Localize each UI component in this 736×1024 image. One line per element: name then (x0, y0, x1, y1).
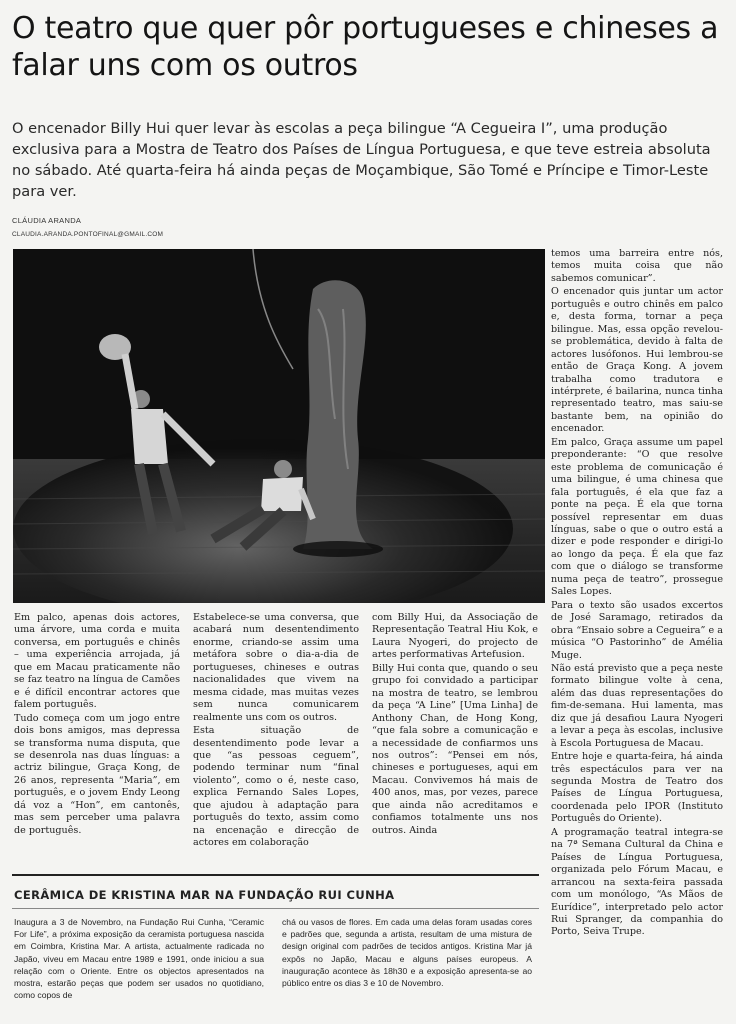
article-column-2 (193, 612, 359, 862)
article-column-4 (551, 248, 723, 1018)
paragraph: temos uma barreira entre nós, temos muita coisa que não sabemos comunicar”. (551, 248, 723, 284)
divider (12, 908, 539, 909)
article-headline: O teatro que quer pôr portugueses e chineses a falar uns com os outros (12, 11, 719, 83)
paragraph: Billy Hui conta que, quando o seu grupo foi convidado a participar na mostra de teatro, se lembrou da peça “A Line” [Uma Linha] de Anthony Chan, de Hong Kong, “que fala sobre a comunicação e a necessidade de confiarmos uns nos outros”: “Pensei em nós, chineses e portugueses, aqui em Macau. Convivemos há mais de 400 anos, mas, por vezes, parece que ainda não acreditamos e confiamos totalmente uns nos outros. Ainda (372, 662, 538, 836)
author-byline: CLÁUDIA ARANDA (12, 216, 82, 225)
paragraph: Não está previsto que a peça neste formato bilingue volte à cena, além das duas representações do fim-de-semana. Hui lamenta, mas diz que já desafiou Laura Nyogeri a levar a peça às escolas, inclusive à Escola Portuguesa de Macau. (551, 662, 723, 749)
sidebar-box-column-2 (282, 916, 532, 989)
paragraph: A programação teatral integra-se na 7ª Semana Cultural da China e Países de Língua Portuguesa, organizada pelo Fórum Macau, e arrancou na sexta-feira passada com um monólogo, “As Mãos de Eurídice”, interpretado pelo actor Rui Spranger, da companhia do Porto, Seiva Trupe. (551, 826, 723, 938)
sidebar-box-column-1 (14, 916, 264, 1001)
paragraph: com Billy Hui, da Associação de Representação Teatral Hiu Kok, e Laura Nyogeri, do projecto de artes performativas Artefusion. (372, 612, 538, 661)
paragraph: Tudo começa com um jogo entre dois bons amigos, mas depressa se transforma numa disputa, que se desenrola nas duas línguas: a actriz bilingue, Graça Kong, de 26 anos, representa “Maria”, em português, e o jovem Endy Leong dá voz a “Hon”, em cantonês, mas sem perceber uma palavra de português. (14, 712, 180, 836)
paragraph: Para o texto são usados excertos de José Saramago, retirados da obra “Ensaio sobre a Cegueira” e a música “O Pastorinho” de Amélia Muge. (551, 599, 723, 661)
paragraph: Estabelece-se uma conversa, que acabará num desentendimento enorme, criando-se assim uma metáfora sobre o dia-a-dia de portugueses, chineses e outras nacionalidades que vivem na mesma cidade, mas muitas vezes sem nunca comunicarem realmente uns com os outros. (193, 612, 359, 723)
paragraph: O encenador quis juntar um actor português e outro chinês em palco e, desta forma, tornar a peça bilingue. Mas, essa opção revelou-se problemática, devido à falta de actores lusófonos. Hui lembrou-se então de Graça Kong. A jovem trabalha como tradutora e intérprete, é bailarina, nunca tinha representado teatro, mas saiu-se bastante bem, na opinião do encenador. (551, 286, 723, 435)
stage-photo (13, 249, 545, 603)
article-column-1 (14, 612, 180, 862)
theatre-scene-illustration (13, 249, 545, 603)
article-column-3 (372, 612, 538, 862)
paragraph: Inaugura a 3 de Novembro, na Fundação Rui Cunha, “Ceramic For Life”, a próxima exposição da ceramista portuguesa nascida em Coimbra, Kristina Mar. A artista, actualmente radicada no Japão, viveu em Macau entre 1989 e 1991, onde iniciou a sua relação com o Oriente. Entre os objectos apresentados na mostra, estarão peças que podem ser usados no quotidiano, como copos de (14, 917, 264, 1001)
author-email: CLAUDIA.ARANDA.PONTOFINAL@GMAIL.COM (12, 231, 164, 238)
paragraph: Em palco, Graça assume um papel preponderante: “O que resolve este problema de comunicação é uma bilingue, é uma chinesa que fala português, é ela que faz a ponte na peça. É ela que torna possível representar em duas línguas, sabe o que o outro está a dizer e pode responder e dirigi-lo ao longo da peça. É ela que faz com que o diálogo se transforme numa peça de teatro”, prossegue Sales Lopes. (551, 436, 723, 598)
paragraph: chá ou vasos de flores. Em cada uma delas foram usadas cores e padrões que, segunda a artista, resultam de uma mistura de design original com padrões de tecidos antigos. Kristina Mar já expôs no Japão, Macau e alguns países europeus. A inauguração acontece às 18h30 e a exposição apresenta-se ao público entre os dias 3 e 10 de Novembro. (282, 917, 532, 989)
paragraph: Esta situação de desentendimento pode levar a que “as pessoas ceguem”, podendo terminar num “final violento”, como o é, neste caso, explica Fernando Sales Lopes, que ajudou à adaptação para português do texto, assim como na encenação e direcção de actores em colaboração (193, 725, 359, 849)
paragraph: Em palco, apenas dois actores, uma árvore, uma corda e muita conversa, em português e chinês – uma experiência arrojada, já que em Macau praticamente não se faz teatro na língua de Camões e é difícil encontrar actores que falem português. (14, 612, 180, 711)
sidebar-news-box (12, 874, 539, 1021)
sidebar-box-title: CERÂMICA DE KRISTINA MAR NA FUNDAÇÃO RUI CUNHA (14, 888, 395, 902)
article-lead: O encenador Billy Hui quer levar às escolas a peça bilingue “A Cegueira I”, uma produção exclusiva para a Mostra de Teatro dos Países de Língua Portuguesa, e que teve estreia absoluta no sábado. Até quarta-feira há ainda peças de Moçambique, São Tomé e Príncipe e Timor-Leste para ver. (12, 120, 711, 200)
paragraph: Entre hoje e quarta-feira, há ainda três espectáculos para ver na segunda Mostra de Teatro dos Países de Língua Portuguesa, coordenada pelo IPOR (Instituto Português do Oriente). (551, 751, 723, 825)
